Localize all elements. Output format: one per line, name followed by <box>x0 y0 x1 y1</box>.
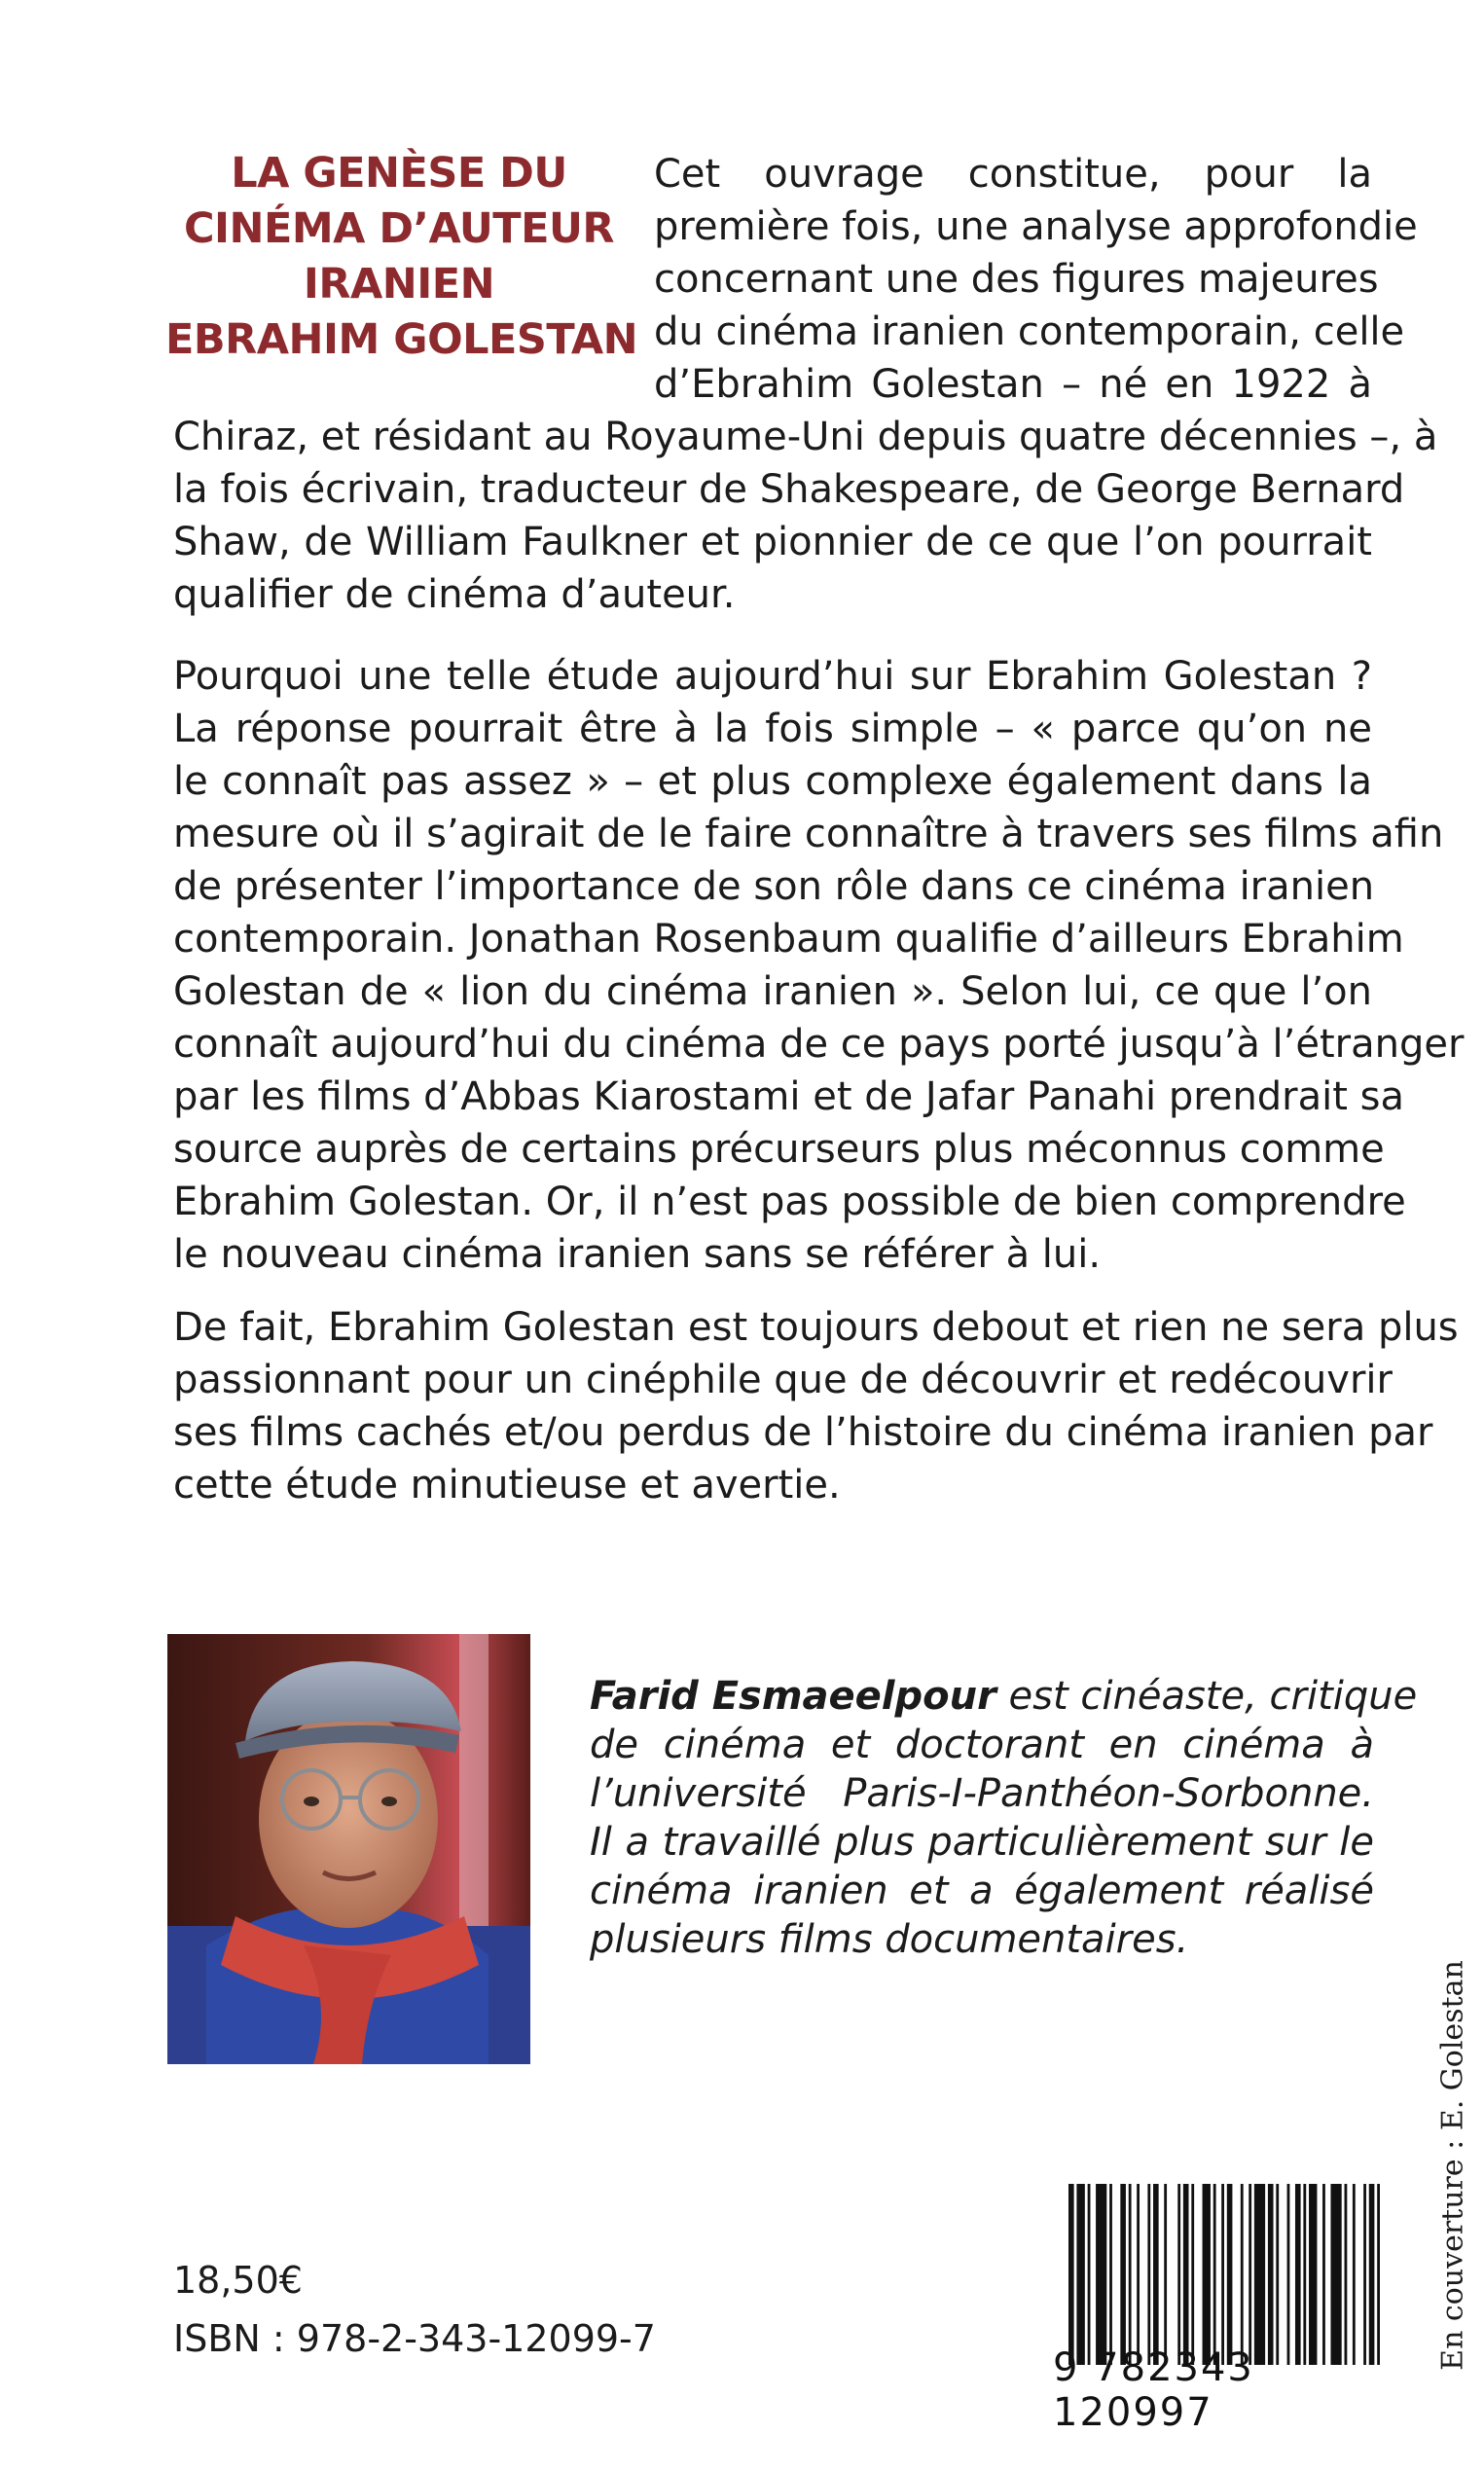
bio-line: Il a travaillé plus particulièrement sur le <box>590 1820 1374 1865</box>
barcode-bar <box>1177 2184 1180 2365</box>
barcode-bar <box>1249 2184 1251 2365</box>
paragraph-line: d’Ebrahim Golestan – né en 1922 à <box>654 362 1372 407</box>
barcode-bar <box>1369 2184 1375 2365</box>
barcode-bar <box>1309 2184 1317 2365</box>
paragraph-line: Pourquoi une telle étude aujourd’hui sur Ebrahim Golestan ? <box>173 654 1372 699</box>
barcode-bar <box>1137 2184 1140 2365</box>
barcode-bar <box>1068 2184 1074 2365</box>
intro-paragraph-bottom <box>173 411 1438 621</box>
paragraph-line: par les films d’Abbas Kiarostami et de Jafar Panahi prendrait sa <box>173 1074 1404 1119</box>
title-line: CINÉMA D’AUTEUR <box>183 204 615 253</box>
barcode-bar <box>1109 2184 1112 2365</box>
title-line: EBRAHIM GOLESTAN <box>165 315 638 364</box>
barcode-bar <box>1377 2184 1380 2365</box>
isbn: ISBN : 978-2-343-12099-7 <box>173 2317 656 2360</box>
paragraph-line: Chiraz, et résidant au Royaume-Uni depuis quatre décennies –, à <box>173 415 1438 459</box>
cover-credit: En couverture : E. Golestan <box>1435 1960 1470 2371</box>
bio-text: est cinéaste, critique <box>995 1674 1418 1719</box>
bio-line: plusieurs films documentaires. <box>590 1917 1189 1962</box>
paragraph-line: source auprès de certains précurseurs plus méconnus comme <box>173 1127 1385 1172</box>
barcode-bar <box>1213 2184 1216 2365</box>
barcode-bar <box>1276 2184 1279 2365</box>
price: 18,50€ <box>173 2259 303 2302</box>
paragraph-line: qualifier de cinéma d’auteur. <box>173 572 736 617</box>
barcode-bar <box>1153 2184 1159 2365</box>
paragraph-line: Ebrahim Golestan. Or, il n’est pas possible de bien comprendre <box>173 1180 1406 1224</box>
barcode-bar <box>1287 2184 1290 2365</box>
paragraph-line: le connaît pas assez » – et plus complexe également dans la <box>173 759 1372 804</box>
barcode-bar <box>1322 2184 1325 2365</box>
barcode-bar <box>1345 2184 1348 2365</box>
paragraph-line: la fois écrivain, traducteur de Shakespeare, de George Bernard <box>173 467 1405 512</box>
barcode-bar <box>1164 2184 1167 2365</box>
paragraph-line: mesure où il s’agirait de le faire connaître à travers ses films afin <box>173 812 1444 856</box>
third-paragraph <box>173 1301 1459 1511</box>
paragraph-line: connaît aujourd’hui du cinéma de ce pays porté jusqu’à l’étranger <box>173 1022 1465 1067</box>
barcode-bar <box>1088 2184 1091 2365</box>
paragraph-line: concernant une des figures majeures <box>654 257 1379 302</box>
barcode-bar <box>1096 2184 1106 2365</box>
barcode-bar <box>1227 2184 1233 2365</box>
paragraph-line: du cinéma iranien contemporain, celle <box>654 309 1405 354</box>
barcode-bar <box>1129 2184 1132 2365</box>
barcode-bar <box>1221 2184 1224 2365</box>
barcode-digits: 9 782343 120997 <box>1053 2345 1254 2435</box>
author-name: Farid Esmaeelpour <box>590 1674 996 1719</box>
barcode-bar <box>1330 2184 1341 2365</box>
paragraph-line: De fait, Ebrahim Golestan est toujours debout et rien ne sera plus <box>173 1305 1459 1350</box>
barcode-bar <box>1254 2184 1265 2365</box>
author-photo <box>167 1634 530 2064</box>
barcode-bar <box>1203 2184 1211 2365</box>
barcode <box>1068 2184 1380 2365</box>
barcode-bar <box>1120 2184 1126 2365</box>
title-line: LA GENÈSE DU <box>231 149 567 198</box>
paragraph-line: Cet ouvrage constitue, pour la <box>654 152 1372 197</box>
paragraph-line: passionnant pour un cinéphile que de découvrir et redécouvrir <box>173 1358 1393 1402</box>
book-title <box>165 146 638 368</box>
bio-line: cinéma iranien et a également réalisé <box>590 1869 1374 1913</box>
author-bio <box>590 1672 1418 1964</box>
paragraph-line: contemporain. Jonathan Rosenbaum qualifie d’ailleurs Ebrahim <box>173 917 1404 962</box>
barcode-bar <box>1303 2184 1306 2365</box>
barcode-bar <box>1353 2184 1356 2365</box>
barcode-bar <box>1241 2184 1244 2365</box>
barcode-bar <box>1183 2184 1189 2365</box>
paragraph-line: La réponse pourrait être à la fois simple – « parce qu’on ne <box>173 707 1372 751</box>
title-line: IRANIEN <box>303 260 495 309</box>
second-paragraph <box>173 650 1465 1281</box>
paragraph-line: cette étude minutieuse et avertie. <box>173 1463 841 1507</box>
bio-line: de cinéma et doctorant en cinéma à <box>590 1723 1374 1767</box>
paragraph-line: le nouveau cinéma iranien sans se référer à lui. <box>173 1232 1102 1277</box>
paragraph-line: Shaw, de William Faulkner et pionnier de ce que l’on pourrait <box>173 520 1372 564</box>
cover-credit-container <box>1429 1956 1477 2375</box>
paragraph-line: de présenter l’importance de son rôle dans ce cinéma iranien <box>173 864 1375 909</box>
barcode-bar <box>1147 2184 1150 2365</box>
barcode-bar <box>1363 2184 1366 2365</box>
paragraph-line: Golestan de « lion du cinéma iranien ». Selon lui, ce que l’on <box>173 969 1372 1014</box>
barcode-bar <box>1295 2184 1301 2365</box>
intro-paragraph-top <box>654 148 1418 411</box>
barcode-bar <box>1191 2184 1194 2365</box>
barcode-bar <box>1268 2184 1274 2365</box>
barcode-bar <box>1076 2184 1084 2365</box>
paragraph-line: ses films cachés et/ou perdus de l’histoire du cinéma iranien par <box>173 1410 1433 1455</box>
paragraph-line: première fois, une analyse approfondie <box>654 204 1418 249</box>
bio-line: l’université Paris-I-Panthéon-Sorbonne. <box>590 1771 1374 1816</box>
